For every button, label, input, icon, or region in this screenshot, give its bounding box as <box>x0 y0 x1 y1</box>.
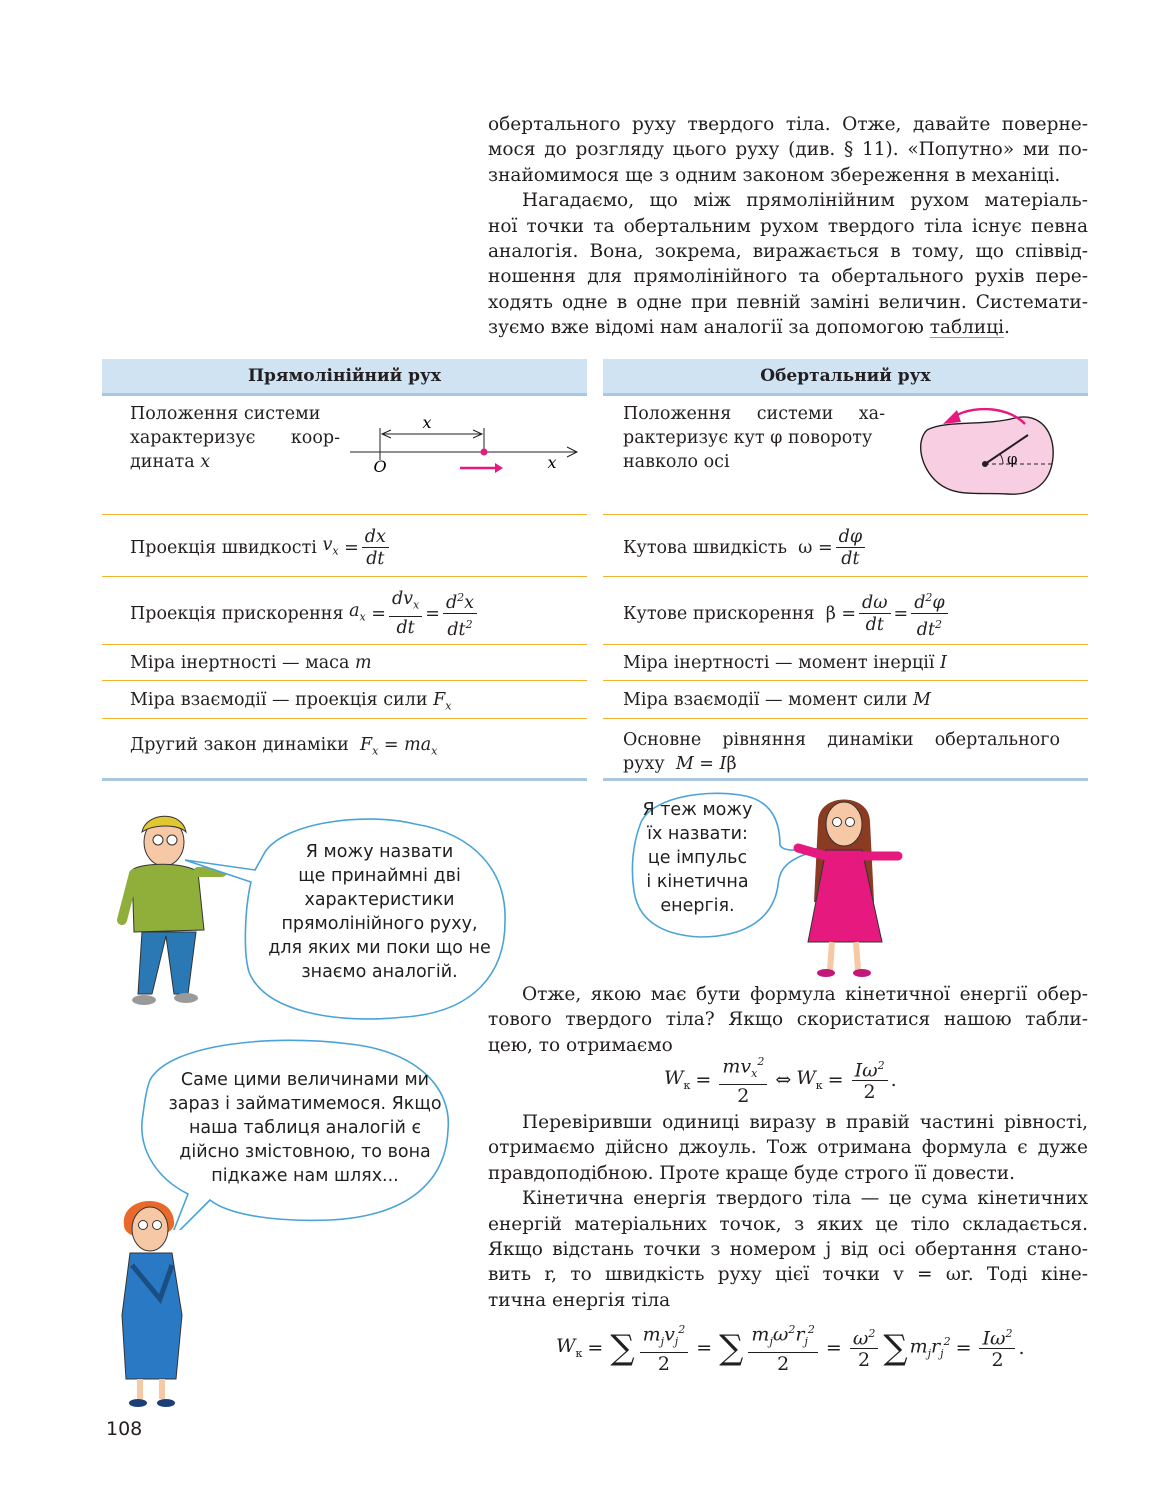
text-line: енергій матеріальних точок, з яких це тіло складається. <box>488 1213 1088 1235</box>
text-line: обертального руху твердого тіла. Отже, давайте поверне- <box>488 114 1088 135</box>
derivation-paragraph <box>488 1110 1088 1313</box>
text-line: Нагадаємо, що між прямолінійним рухом матеріаль- <box>522 190 1088 212</box>
cell-inertia-rotational: Міра інертності — момент інерції I <box>623 653 947 673</box>
cell-position-linear: Положення системи характеризує коор- дината x <box>130 404 340 472</box>
boy-speech-text: Я можу назвати ще принаймні дві характеристики прямолінійного руху, для яких ми поки що не знаємо аналогій. <box>268 842 491 982</box>
row-divider <box>102 680 587 681</box>
kinetic-energy-formula: $W_к$ = $mv_x^2$ 2 ⇔ $W_к$ = $\frac{I\omega^2}{2}$ . <box>664 1052 897 1107</box>
text-line: Кінетична енергія твердого тіла — це сума кінетичних <box>522 1188 1088 1210</box>
table-bottom-border <box>603 778 1088 781</box>
row-divider <box>603 514 1088 515</box>
text-line: зуємо вже відомі нам аналогії за допомогою <box>488 317 924 339</box>
text-line: вить r, то швидкість руху цієї точки v = ωr. Тоді кіне- <box>488 1264 1088 1286</box>
text-line: ходять одне в одне при певній заміні величин. Системати- <box>488 291 1088 313</box>
page-number: 108 <box>106 1418 143 1440</box>
girl-speech-text: Я теж можу їх назвати: це імпульс і кінетична енергія. <box>642 800 753 916</box>
row-divider <box>603 644 1088 645</box>
text-line: Отже, якою має бути формула кінетичної енергії обер- <box>522 984 1088 1005</box>
intro-paragraph: обертального руху твердого тіла. Отже, давайте поверне- мося до розгляду цього руху (див. § 11). «Попутно» ми по- знайомимося ще з одним законом збереження в механіці. Нагадаємо, що між прямолінійним рухом матеріаль- ної точки та обертальним рухом твердого тіла існує певна аналогія. Вона, зокрема, виражається в тому, що співвід- ношення для прямолінійного та обертального рухів пере- ходять одне в одне при певній заміні величин. Системати- зуємо вже відомі нам аналогії за допомогою таблиці. <box>488 114 1088 339</box>
woman-speech-text: Саме цими величинами ми зараз і займатимемося. Якщо наша таблиця аналогій є дійсно змістовною, то вона підкаже нам шлях... <box>168 1070 442 1186</box>
text-line: аналогія. Вона, зокрема, виражається в тому, що співвід- <box>488 241 1088 263</box>
table-header-rotational: Обертальний рух <box>603 359 1088 396</box>
table-header-linear: Прямолінійний рух <box>102 359 587 396</box>
diagram-label-phi: φ <box>1007 450 1018 468</box>
text-line: знайомимося ще з одним законом збереження в механіці. <box>488 164 1061 186</box>
woman-character-illustration <box>110 1195 220 1410</box>
text-line: тична енергія тіла <box>488 1289 671 1311</box>
cell-velocity: Проекція швидкості $v_x$ = dx dt <box>130 524 392 572</box>
row-divider <box>102 644 587 645</box>
cell-acceleration: Проекція прискорення $a_x$ = $dv_x$ dt = $d^2x$ $dt^2$ <box>130 588 480 640</box>
diagram-label-x: x <box>422 413 432 432</box>
row-divider <box>102 514 587 515</box>
row-divider <box>102 576 587 577</box>
text-line: ношення для прямолінійного та обертального рухів пере- <box>488 266 1088 288</box>
table-bottom-border <box>102 778 587 781</box>
diagram-label-axis: x <box>547 453 557 472</box>
kinetic-energy-sum-formula: $W_к$ = ∑ $m_jv_j^2$ 2 = ∑ $m_j\omega^2r_j^2$ 2 = $\frac{\omega^2}{2}$ ∑ $m_jr_j^2$ = $\frac{I\omega^2}{2}$ . <box>556 1320 1025 1375</box>
row-divider <box>603 680 1088 681</box>
cell-interaction-rotational: Міра взаємодії — момент сили M <box>623 690 931 710</box>
text-line: правдоподібною. Проте краще буде строго її довести. <box>488 1162 1015 1184</box>
cell-dynamics-rotational: Основне рівняння динаміки обертального руху M = Iβ <box>623 730 1060 774</box>
cell-angular-acceleration: Кутове прискорення β = dω dt = $d^2\varphi$ $dt^2$ <box>623 588 951 640</box>
row-divider <box>603 718 1088 719</box>
kinetic-energy-question <box>488 982 1088 1058</box>
text-line: мося до розгляду цього руху (див. § 11). «Попутно» ми по- <box>488 139 1088 161</box>
girl-character-illustration <box>790 792 920 982</box>
cell-dynamics-linear: Другий закон динаміки $F_x = ma_x$ <box>130 735 438 758</box>
text-line: ної точки та обертальним рухом твердого тіла існує певна <box>488 215 1088 237</box>
text-line: Перевіривши одиниці виразу в правій частині рівності, <box>522 1112 1088 1133</box>
diagram-label-origin: O <box>373 457 387 476</box>
rotation-angle-diagram <box>915 402 1065 502</box>
text-line: отримаємо дійсно джоуль. Тож отримана формула є дуже <box>488 1137 1088 1159</box>
text-line: тового твердого тіла? Якщо скористатися нашою табли- <box>488 1009 1088 1031</box>
row-divider <box>603 576 1088 577</box>
row-divider <box>102 718 587 719</box>
cell-angular-velocity: Кутова швидкість ω = dφ dt <box>623 524 868 572</box>
cell-position-rotational: Положення системи ха- рактеризує кут φ повороту навколо осі <box>623 404 885 472</box>
coordinate-axis-diagram <box>345 410 585 480</box>
table-link[interactable]: таблиці <box>929 317 1005 339</box>
text-line: Якщо відстань точки з номером j від осі обертання стано- <box>488 1239 1088 1261</box>
cell-interaction-linear: Міра взаємодії — проекція сили $F_x$ <box>130 690 452 713</box>
text-line: цею, то отримаємо <box>488 1034 673 1056</box>
cell-inertia-linear: Міра інертності — маса m <box>130 653 372 673</box>
